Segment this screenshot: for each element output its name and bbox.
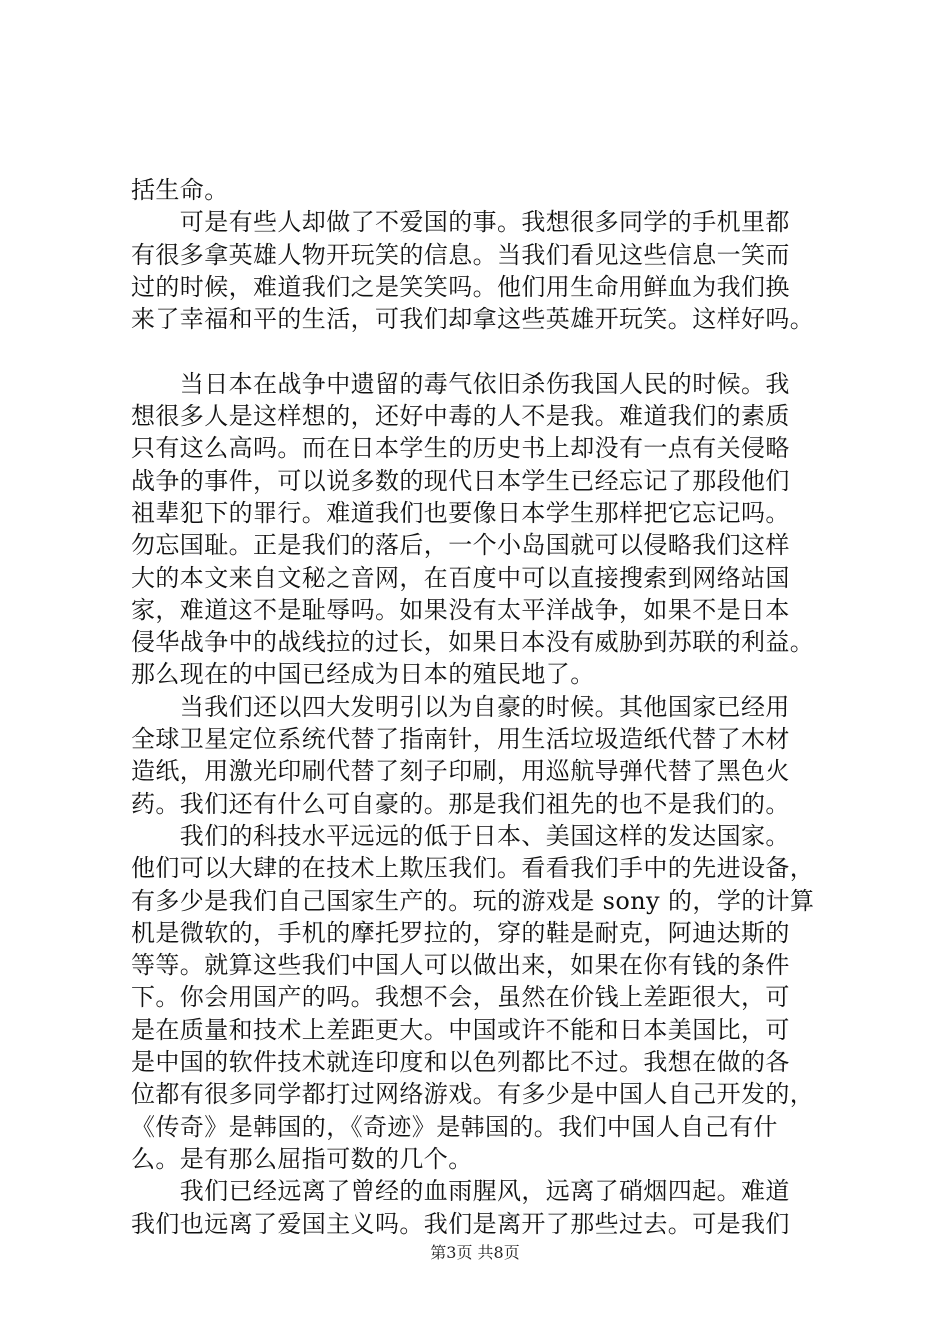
blank-line xyxy=(131,335,846,367)
text-line: 我们已经远离了曾经的血雨腥风，远离了硝烟四起。难道 xyxy=(131,1177,790,1206)
text-line: 我们的科技水平远远的低于日本、美国这样的发达国家。 xyxy=(131,821,790,850)
text-line: 造纸，用激光印刷代替了刻子印刷，用巡航导弹代替了黑色火 xyxy=(131,757,790,786)
text-line: 他们可以大肆的在技术上欺压我们。看看我们手中的先进设备， xyxy=(131,854,815,883)
text-line: 只有这么高吗。而在日本学生的历史书上却没有一点有关侵略 xyxy=(131,434,790,463)
text-line: 有很多拿英雄人物开玩笑的信息。当我们看见这些信息一笑而 xyxy=(131,240,790,269)
text-line: 是在质量和技术上差距更大。中国或许不能和日本美国比，可 xyxy=(131,1015,790,1044)
text-line: 有多少是我们自己国家生产的。玩的游戏是 sony 的，学的计算 xyxy=(131,886,815,915)
text-line: 侵华战争中的战线拉的过长，如果日本没有威胁到苏联的利益。 xyxy=(131,628,815,657)
text-line: 过的时候，难道我们之是笑笑吗。他们用生命用鲜血为我们换 xyxy=(131,272,790,301)
text-line: 括生命。 xyxy=(131,176,229,204)
text-line: 全球卫星定位系统代替了指南针，用生活垃圾造纸代替了木材 xyxy=(131,725,790,754)
text-line: 可是有些人却做了不爱国的事。我想很多同学的手机里都 xyxy=(131,208,790,237)
text-line: 大的本文来自文秘之音网，在百度中可以直接搜索到网络站国 xyxy=(131,563,790,592)
text-line: 家，难道这不是耻辱吗。如果没有太平洋战争，如果不是日本 xyxy=(131,595,790,624)
text-line: 当我们还以四大发明引以为自豪的时候。其他国家已经用 xyxy=(131,692,790,721)
text-line: 机是微软的，手机的摩托罗拉的，穿的鞋是耐克，阿迪达斯的 xyxy=(131,918,790,947)
text-line: 位都有很多同学都打过网络游戏。有多少是中国人自己开发的， xyxy=(131,1080,815,1109)
text-line: 想很多人是这样想的，还好中毒的人不是我。难道我们的素质 xyxy=(131,402,790,431)
text-line: 是中国的软件技术就连印度和以色列都比不过。我想在做的各 xyxy=(131,1048,790,1077)
text-line: 祖辈犯下的罪行。难道我们也要像日本学生那样把它忘记吗。 xyxy=(131,498,790,527)
text-line: 等等。就算这些我们中国人可以做出来，如果在你有钱的条件 xyxy=(131,951,790,980)
text-line: 药。我们还有什么可自豪的。那是我们祖先的也不是我们的。 xyxy=(131,789,790,818)
text-line: 那么现在的中国已经成为日本的殖民地了。 xyxy=(131,660,595,689)
text-line: 么。是有那么屈指可数的几个。 xyxy=(131,1144,473,1173)
text-line: 当日本在战争中遗留的毒气依旧杀伤我国人民的时候。我 xyxy=(131,369,790,398)
page-number-footer: 第3页 共8页 xyxy=(430,1243,520,1262)
document-body xyxy=(131,174,846,1240)
text-line: 下。你会用国产的吗。我想不会，虽然在价钱上差距很大，可 xyxy=(131,983,790,1012)
text-line: 勿忘国耻。正是我们的落后，一个小岛国就可以侵略我们这样 xyxy=(131,531,790,560)
text-line: 来了幸福和平的生活，可我们却拿这些英雄开玩笑。这样好吗。 xyxy=(131,305,815,334)
text-line: 《传奇》是韩国的，《奇迹》是韩国的。我们中国人自己有什 xyxy=(131,1112,778,1141)
text-line: 我们也远离了爱国主义吗。我们是离开了那些过去。可是我们 xyxy=(131,1209,790,1238)
text-line: 战争的事件，可以说多数的现代日本学生已经忘记了那段他们 xyxy=(131,466,790,495)
